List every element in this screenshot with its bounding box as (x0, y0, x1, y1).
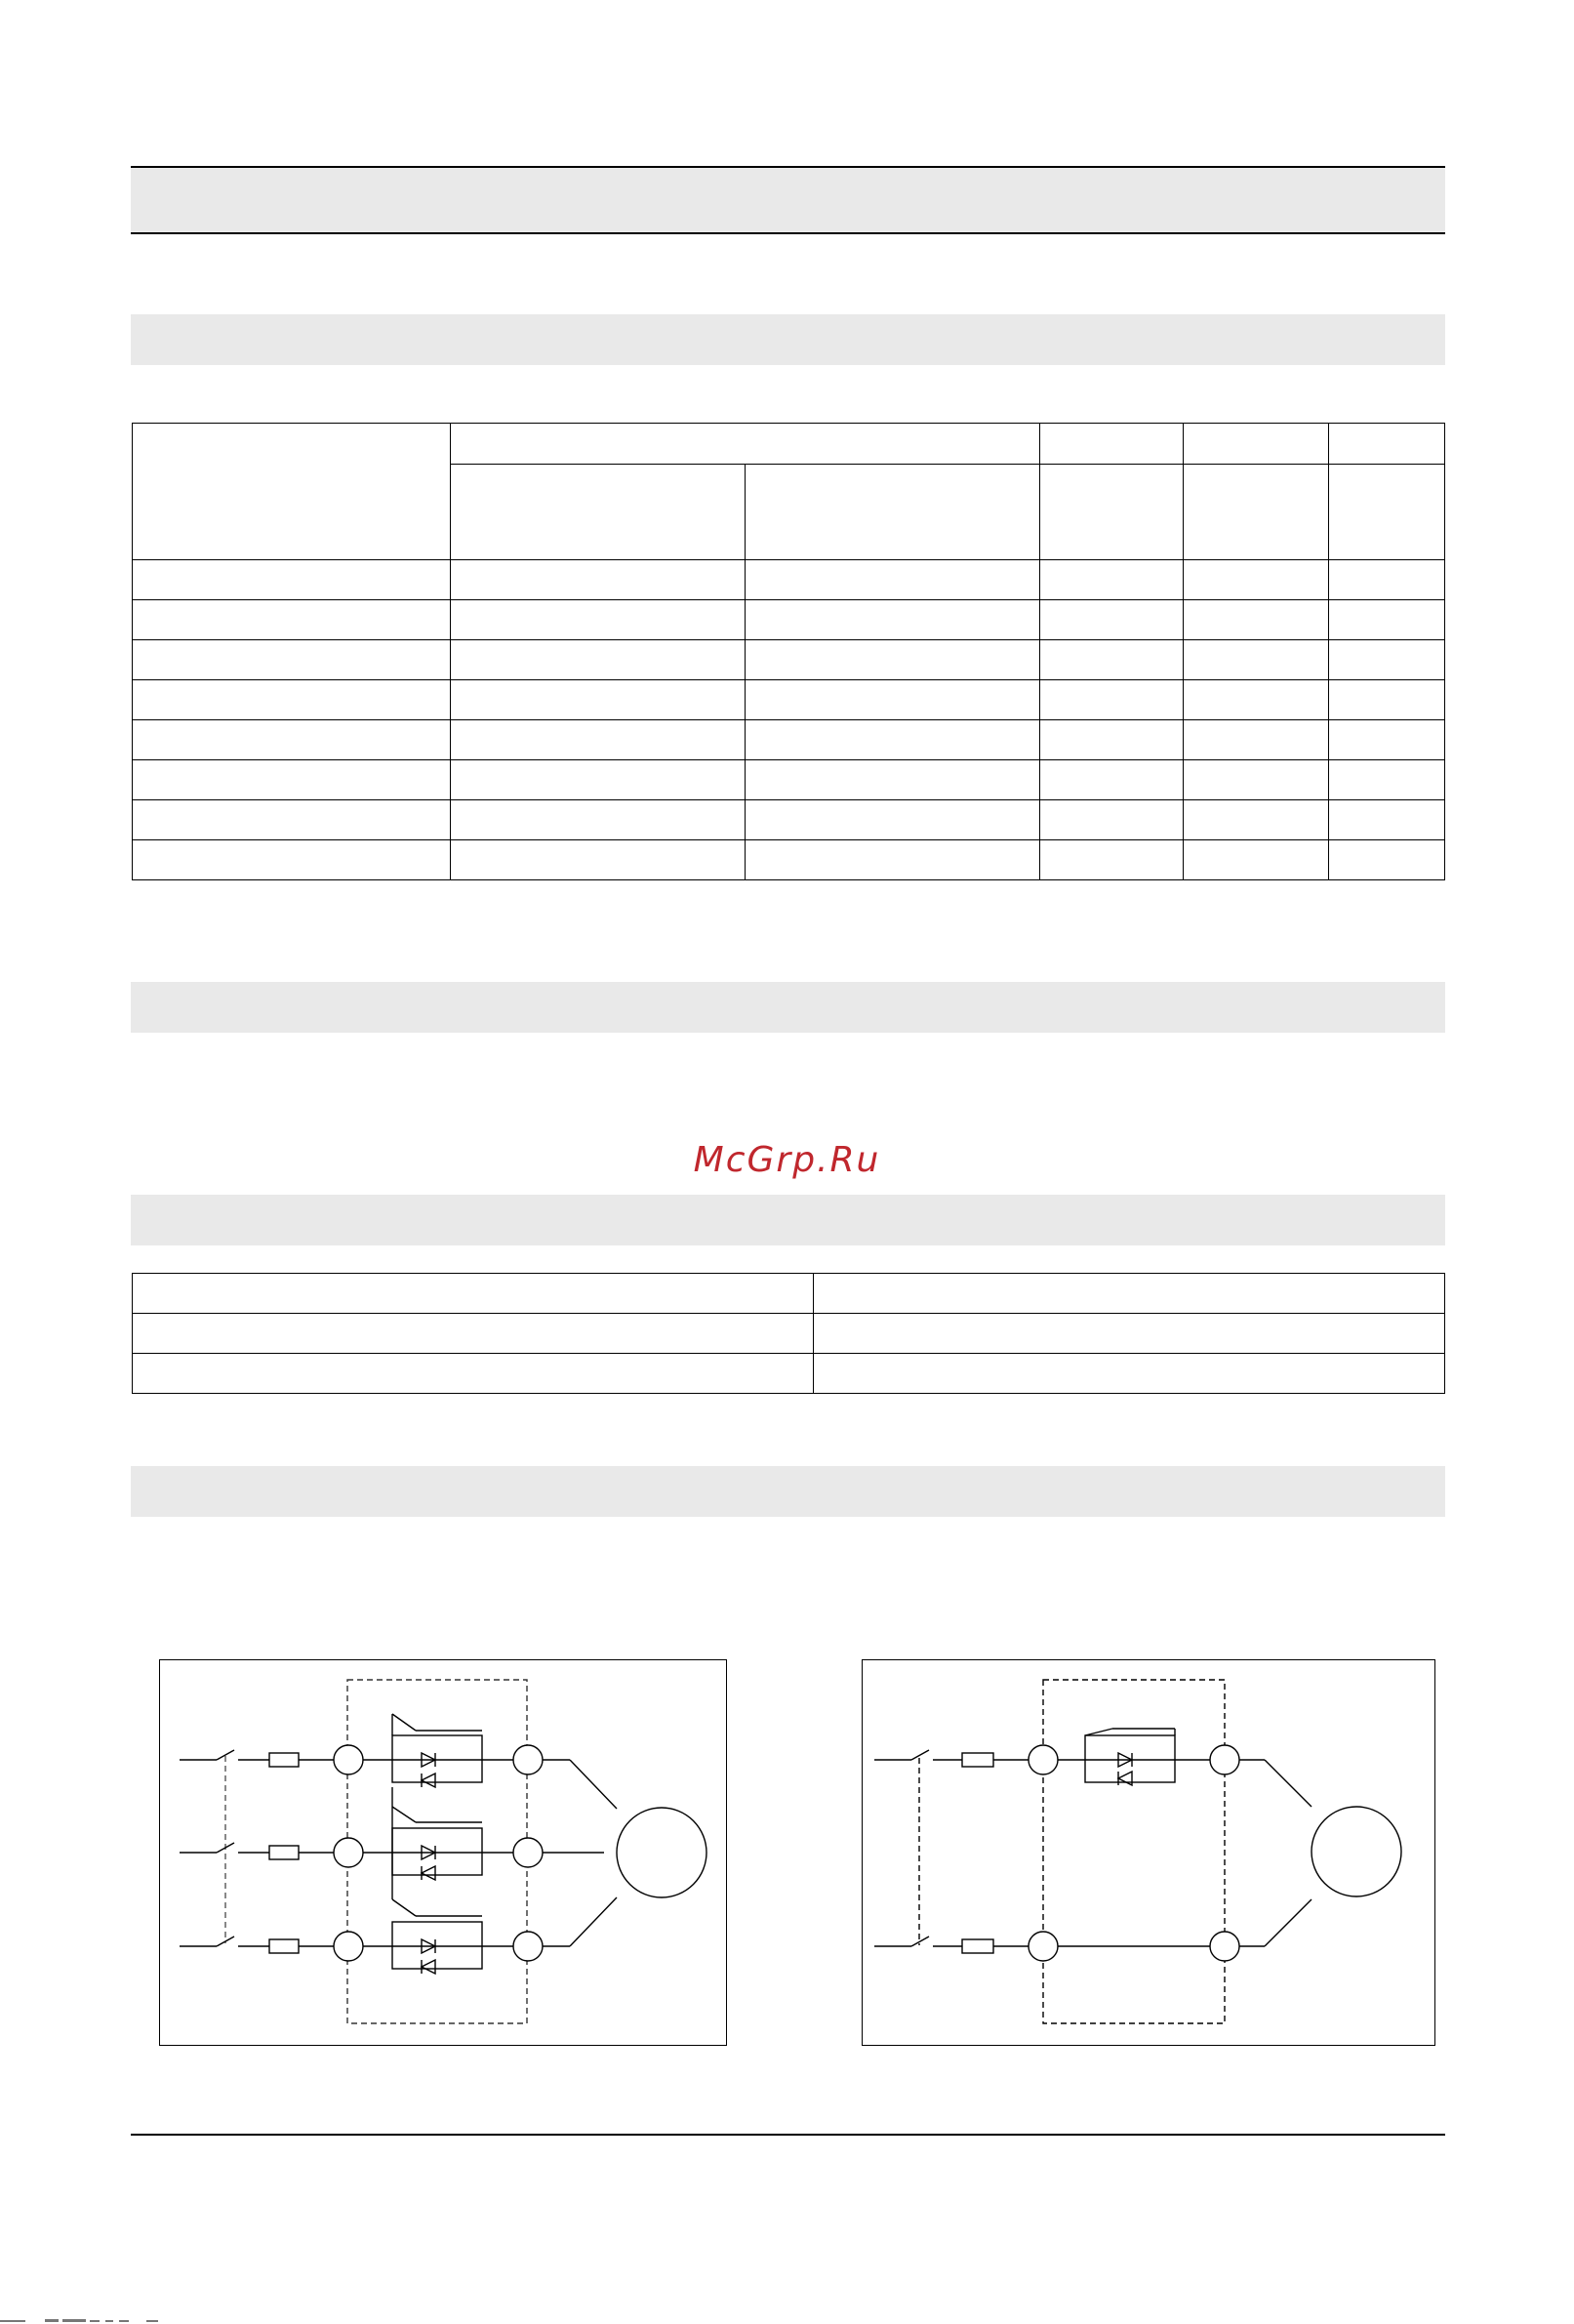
section-band-1 (131, 314, 1445, 365)
circuit-diagram-two-phase-svg (863, 1660, 1434, 2045)
footer-rule (131, 2134, 1445, 2136)
spec-table-header-cell (1040, 465, 1184, 560)
table-row (133, 1314, 1445, 1354)
table-row (133, 600, 1445, 640)
thyristor-block-1 (392, 1714, 482, 1787)
table-row (133, 760, 1445, 800)
watermark-text: McGrp.Ru (693, 1140, 881, 1180)
spec-table-header-cell (1184, 424, 1329, 465)
phase-line-1 (180, 1745, 617, 1809)
spec-table (132, 423, 1445, 880)
page-header-band (131, 166, 1445, 234)
scan-artifact-graphic (0, 2317, 166, 2324)
circuit-diagram-three-phase (159, 1659, 727, 2046)
table-row (133, 720, 1445, 760)
small-table (132, 1273, 1445, 1394)
spec-table-header-cell (1329, 465, 1445, 560)
spec-table-header-cell (746, 465, 1040, 560)
spec-table-header-cell (1040, 424, 1184, 465)
spec-table-header-cell (1184, 465, 1329, 560)
circuit-diagram-two-phase (862, 1659, 1435, 2046)
table-row (133, 640, 1445, 680)
motor-symbol (1312, 1807, 1401, 1896)
table-row (133, 680, 1445, 720)
spec-table-header-cell (1329, 424, 1445, 465)
table-row (133, 1274, 1445, 1314)
phase-line-2 (874, 1899, 1312, 1961)
thyristor-block-1 (1085, 1729, 1175, 1785)
table-row (133, 1354, 1445, 1394)
section-band-4 (131, 1466, 1445, 1517)
spec-table-header-cell (451, 424, 1040, 465)
thyristor-block-2 (392, 1787, 482, 1899)
motor-symbol (617, 1808, 706, 1897)
section-band-3 (131, 1195, 1445, 1245)
thyristor-block-3 (392, 1899, 482, 1974)
spec-table-header-cell (451, 465, 746, 560)
phase-line-1 (874, 1745, 1312, 1807)
table-row (133, 560, 1445, 600)
table-row (133, 800, 1445, 840)
table-row (133, 840, 1445, 880)
circuit-diagram-three-phase-svg (160, 1660, 726, 2045)
spec-table-header-cell (133, 424, 451, 560)
phase-line-3 (180, 1897, 617, 1961)
section-band-2 (131, 982, 1445, 1033)
